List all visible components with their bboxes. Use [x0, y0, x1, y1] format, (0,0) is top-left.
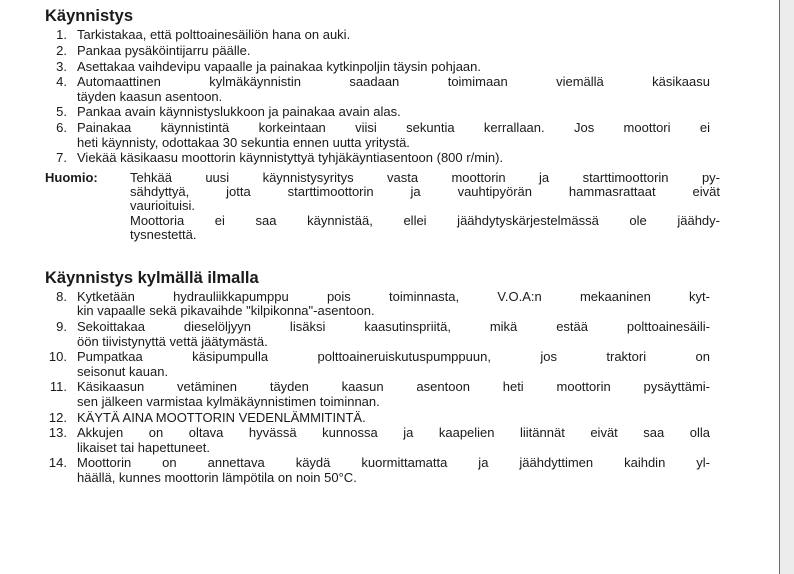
item-text: [77, 380, 710, 409]
item-number: 10.: [48, 349, 67, 365]
starting-steps-list: [45, 28, 725, 166]
text-line: KÄYTÄ AINA MOOTTORIN VEDENLÄMMITINTÄ.: [77, 409, 366, 425]
text-line: Kytketään hydrauliikkapumppu pois toiminnasta, V.O.A:n mekaaninen kyt-: [77, 289, 710, 305]
text-line: Akkujen on oltava hyvässä kunnossa ja kaapelien liitännät eivät saa olla: [77, 425, 710, 441]
list-item: [45, 151, 725, 165]
text-line: tysnestettä.: [130, 226, 197, 242]
item-number: 14.: [48, 455, 67, 471]
list-item: [45, 75, 725, 104]
item-text: [77, 411, 710, 425]
text-line: kin vapaalle sekä pikavaihde "kilpikonna"-asentoon.: [77, 303, 375, 319]
item-text: [77, 350, 710, 379]
item-text: [77, 121, 710, 150]
note-block: [45, 171, 725, 242]
list-item: [45, 121, 725, 150]
list-item: [45, 105, 725, 119]
item-text: [77, 44, 710, 58]
item-text: [77, 320, 710, 349]
text-line: Tarkistakaa, että polttoainesäiliön hana on auki.: [77, 27, 351, 42]
text-line: Moottoria ei saa käynnistää, ellei jäähdytyskärjestelmässä ole jäähdy-: [130, 212, 720, 228]
cold-start-steps-list: [45, 290, 725, 485]
item-number: 7.: [56, 150, 67, 166]
list-item: [45, 290, 725, 319]
text-line: Asettakaa vaihdevipu vapaalle ja painakaa kytkinpoljin täysin pohjaan.: [77, 58, 481, 74]
text-line: häällä, kunnes moottorin lämpötila on noin 50°C.: [77, 469, 357, 485]
text-line: sen jälkeen varmistaa kylmäkäynnistimen toiminnan.: [77, 393, 380, 409]
note-text: [130, 171, 720, 242]
list-item: [45, 456, 725, 485]
item-number: 13.: [48, 425, 67, 441]
item-text: [77, 151, 710, 165]
text-line: Sekoittakaa dieselöljyyn lisäksi kaasutinspriitä, mikä estää polttoainesäili-: [77, 319, 710, 335]
text-line: Käsikaasun vetäminen täyden kaasun asentoon heti moottorin pysäyttämi-: [77, 379, 710, 395]
text-line: Moottorin on annettava käydä kuormittamatta ja jäähdyttimen kaihdin yl-: [77, 455, 710, 471]
text-line: Pankaa avain käynnistyslukkoon ja painakaa avain alas.: [77, 104, 401, 120]
item-text: [77, 456, 710, 485]
list-item: [45, 426, 725, 455]
text-line: Viekää käsikaasu moottorin käynnistyttyä tyhjäkäyntiasentoon (800 r/min).: [77, 150, 504, 166]
item-number: 11.: [49, 379, 67, 395]
text-line: heti käynnisty, odottakaa 30 sekuntia ennen uutta yritystä.: [77, 134, 410, 150]
item-number: 9.: [56, 319, 67, 335]
item-text: [77, 105, 710, 119]
item-text: [77, 28, 710, 42]
text-line: Automaattinen kylmäkäynnistin saadaan toimimaan viemällä käsikaasu: [77, 74, 710, 90]
list-item: [45, 411, 725, 425]
text-line: sähdyttyä, jotta starttimoottorin ja vauhtipyörän hammasrattaat eivät: [130, 183, 720, 199]
item-text: [77, 426, 710, 455]
text-line: vaurioituisi.: [130, 198, 196, 214]
text-line: öön tiivistynyttä vettä jäätymästä.: [77, 333, 268, 349]
document-content: [45, 7, 725, 487]
text-line: Tehkää uusi käynnistysyritys vasta moottorin ja starttimoottorin py-: [130, 169, 720, 185]
list-item: [45, 320, 725, 349]
text-line: täyden kaasun asentoon.: [77, 88, 223, 104]
list-item: [45, 60, 725, 74]
item-number: 1.: [56, 27, 67, 42]
item-text: [77, 60, 710, 74]
item-number: 4.: [56, 74, 67, 90]
section-heading-starting: Käynnistys: [45, 7, 134, 25]
item-text: [77, 290, 710, 319]
text-line: Pumpatkaa käsipumpulla polttoaineruiskutuspumppuun, jos traktori on: [77, 349, 710, 365]
list-item: [45, 28, 725, 42]
text-line: seisonut kauan.: [77, 363, 169, 379]
text-line: Pankaa pysäköintijarru päälle.: [77, 42, 251, 58]
text-line: likaiset tai hapettuneet.: [77, 439, 210, 455]
note-label: Huomio:: [45, 169, 98, 185]
list-item: [45, 380, 725, 409]
item-number: 3.: [56, 58, 67, 74]
text-line: Painakaa käynnistintä korkeintaan viisi sekuntia kerrallaan. Jos moottori ei: [77, 120, 710, 136]
item-number: 8.: [56, 289, 67, 305]
viewer-background: [780, 0, 794, 574]
list-item: [45, 350, 725, 379]
item-number: 12.: [48, 409, 67, 425]
item-number: 6.: [56, 120, 67, 136]
item-text: [77, 75, 710, 104]
list-item: [45, 44, 725, 58]
item-number: 5.: [56, 104, 67, 120]
section-heading-cold-start: Käynnistys kylmällä ilmalla: [45, 269, 259, 288]
item-number: 2.: [56, 42, 67, 58]
